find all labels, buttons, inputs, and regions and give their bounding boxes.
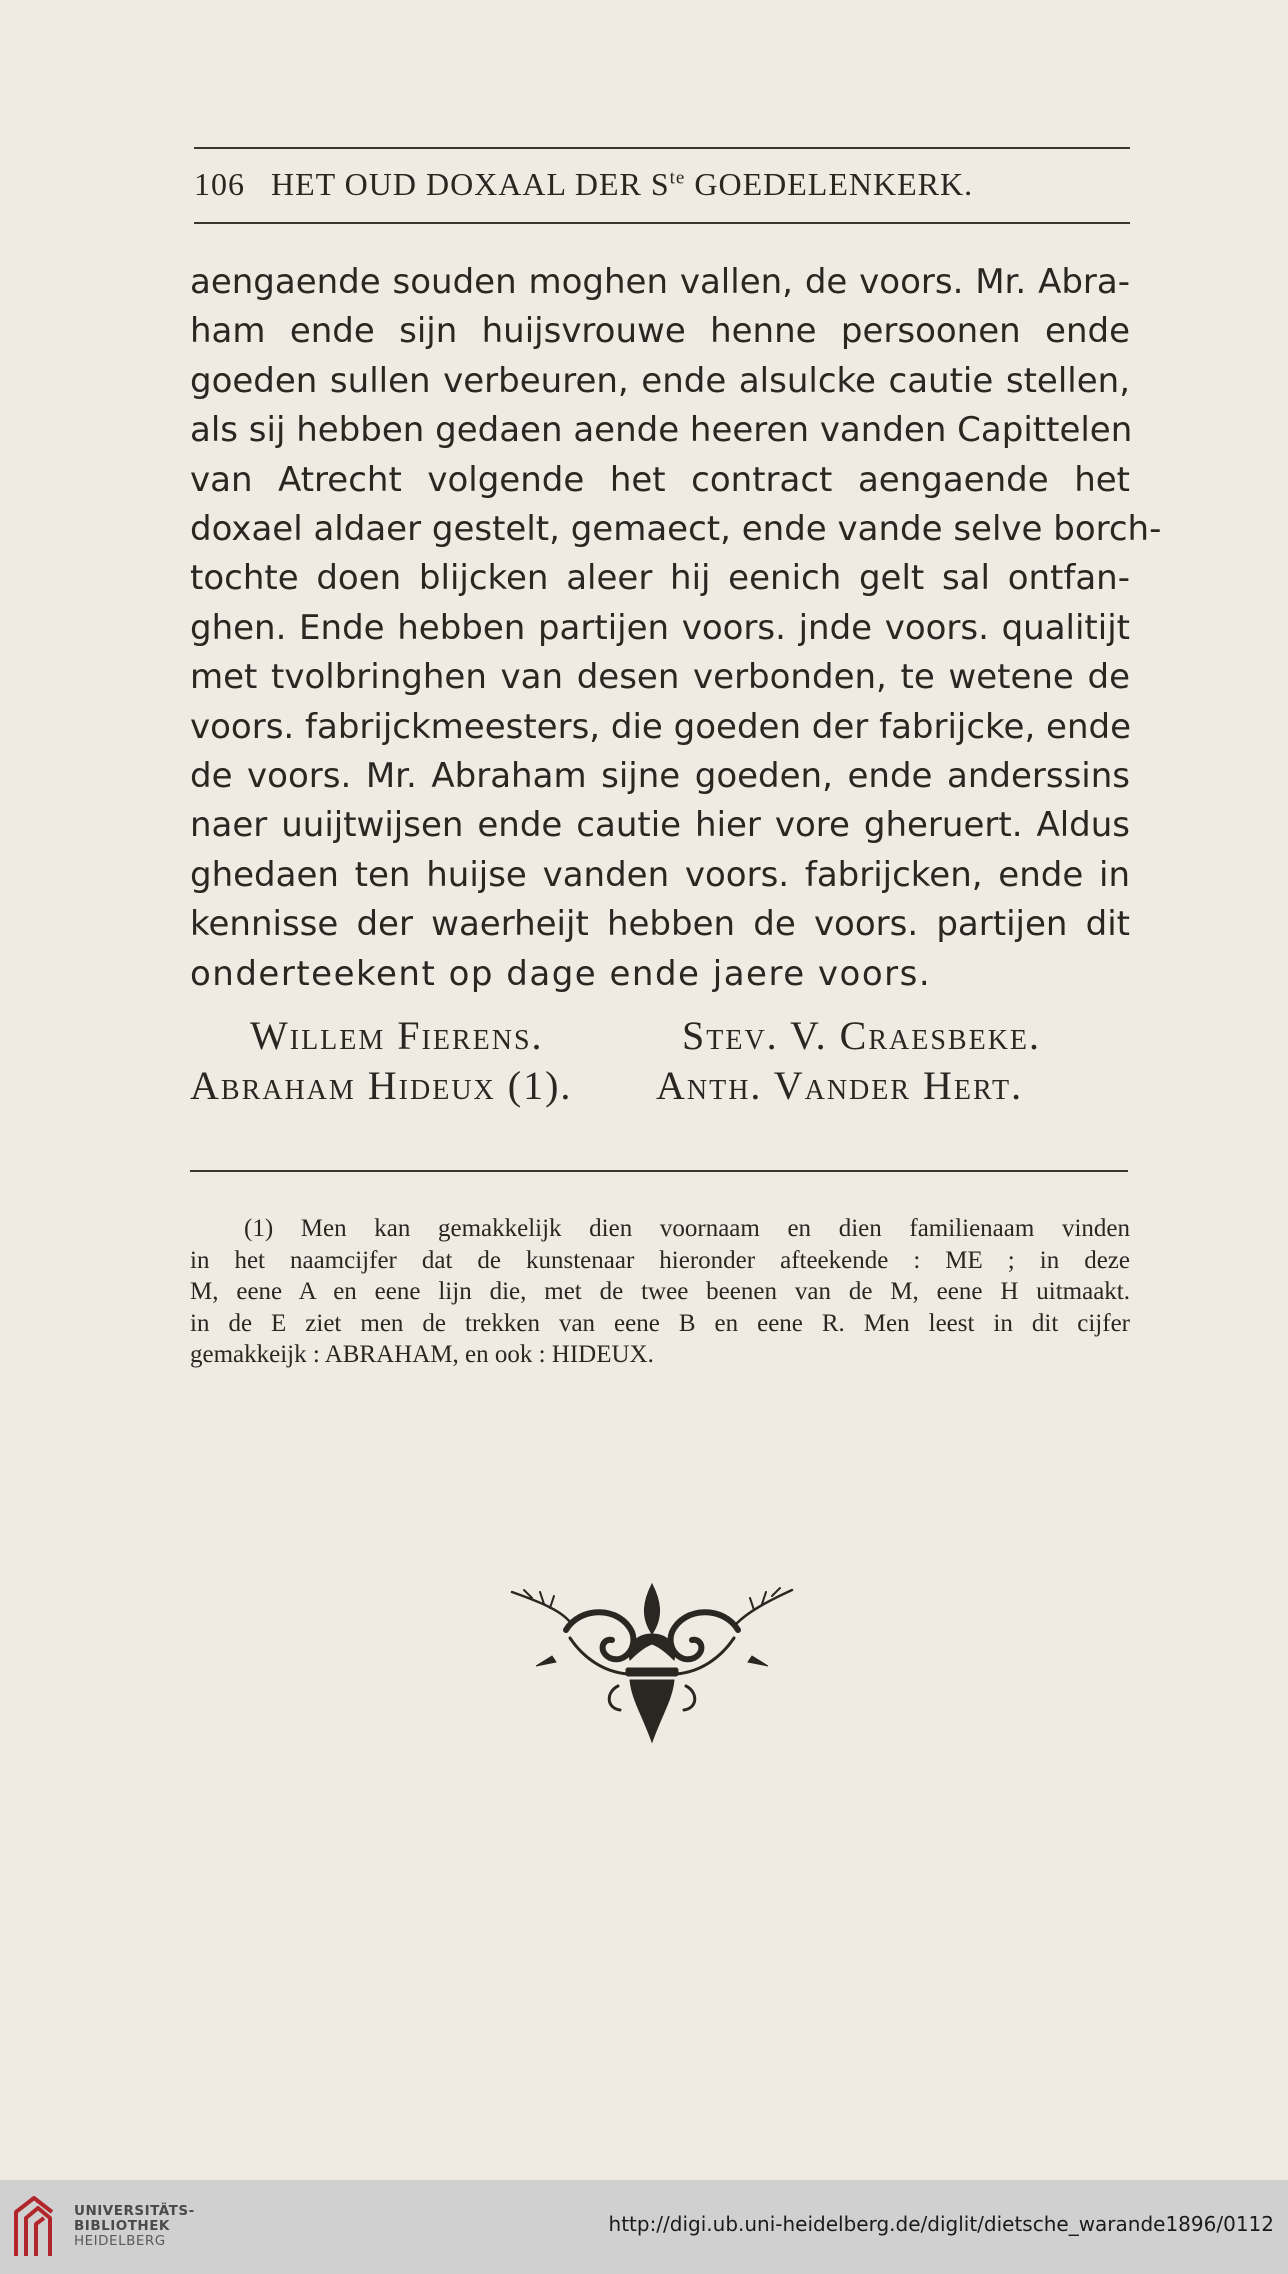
footnote — [190, 1213, 1130, 1371]
body-line: van Atrecht volgende het contract aengaende het — [190, 459, 1130, 500]
signature-stev-craesbeke: Stev. V. Craesbeke. — [682, 1013, 1042, 1058]
footnote-line: (1) Men kan gemakkelijk dien voornaam en dien familienaam vinden — [244, 1215, 1130, 1242]
header-top-rule — [194, 147, 1130, 149]
body-line: ham ende sijn huijsvrouwe henne persoonen ende — [190, 311, 1130, 352]
signature-abraham-hideux: Abraham Hideux (1). — [190, 1063, 573, 1108]
footnote-line: M, eene A en eene lijn die, met de twee beenen van de M, eene H uitmaakt. — [190, 1278, 1130, 1305]
footnote-line: in de E ziet men de trekken van eene B en eene R. Men leest in dit cijfer — [190, 1309, 1130, 1337]
body-line: onderteekent op dage ende jaere voors. — [190, 953, 932, 994]
library-logo-text: UNIVERSITÄTS- BIBLIOTHEK HEIDELBERG — [74, 2203, 195, 2249]
body-line: kennisse der waerheijt hebben de voors. partijen dit — [190, 904, 1130, 945]
page-number: 106 — [194, 166, 245, 202]
body-line: naer uuijtwijsen ende cautie hier vore gheruert. Aldus — [190, 805, 1130, 846]
body-line: tochte doen blijcken aleer hij eenich gelt sal ontfan- — [190, 558, 1130, 599]
header-bottom-rule — [194, 222, 1130, 224]
body-line: de voors. Mr. Abraham sijne goeden, ende anderssins — [190, 756, 1130, 797]
body-line: ghedaen ten huijse vanden voors. fabrijcken, ende in — [190, 854, 1130, 895]
body-text — [190, 258, 1162, 999]
footnote-line: in het naamcijfer dat de kunstenaar hieronder afteekende : ME ; in deze — [190, 1246, 1130, 1274]
header-title: HET OUD DOXAAL DER $S^{te}$ GOEDELENKERK. — [271, 166, 974, 202]
body-line: goeden sullen verbeuren, ende alsulcke cautie stellen, — [190, 360, 1130, 401]
footer-bar — [0, 2180, 1288, 2274]
signature-anth-vander-hert: Anth. Vander Hert. — [656, 1063, 1024, 1108]
floral-ornament-icon — [510, 1582, 794, 1744]
footnote-line: gemakkeijk : ABRAHAM, en ook : HIDEUX. — [190, 1341, 654, 1368]
running-header — [194, 166, 1130, 203]
body-line: voors. fabrijckmeesters, die goeden der fabrijcke, ende — [190, 706, 1132, 747]
body-line: aengaende souden moghen vallen, de voors. Mr. Abra- — [190, 262, 1130, 302]
body-line: met tvolbringhen van desen verbonden, te wetene de — [190, 657, 1130, 698]
body-line: ghen. Ende hebben partijen voors. jnde voors. qualitijt — [190, 607, 1130, 648]
source-url-link[interactable]: http://digi.ub.uni-heidelberg.de/diglit/dietsche_warande1896/0112 — [608, 2212, 1274, 2236]
footnote-rule — [190, 1170, 1128, 1172]
body-line: als sij hebben gedaen aende heeren vanden Capittelen — [190, 410, 1133, 451]
body-line: doxael aldaer gestelt, gemaect, ende vande selve borch- — [190, 509, 1162, 550]
heidelberg-logo-icon[interactable] — [12, 2194, 58, 2260]
signature-willem-fierens: Willem Fierens. — [250, 1013, 544, 1058]
